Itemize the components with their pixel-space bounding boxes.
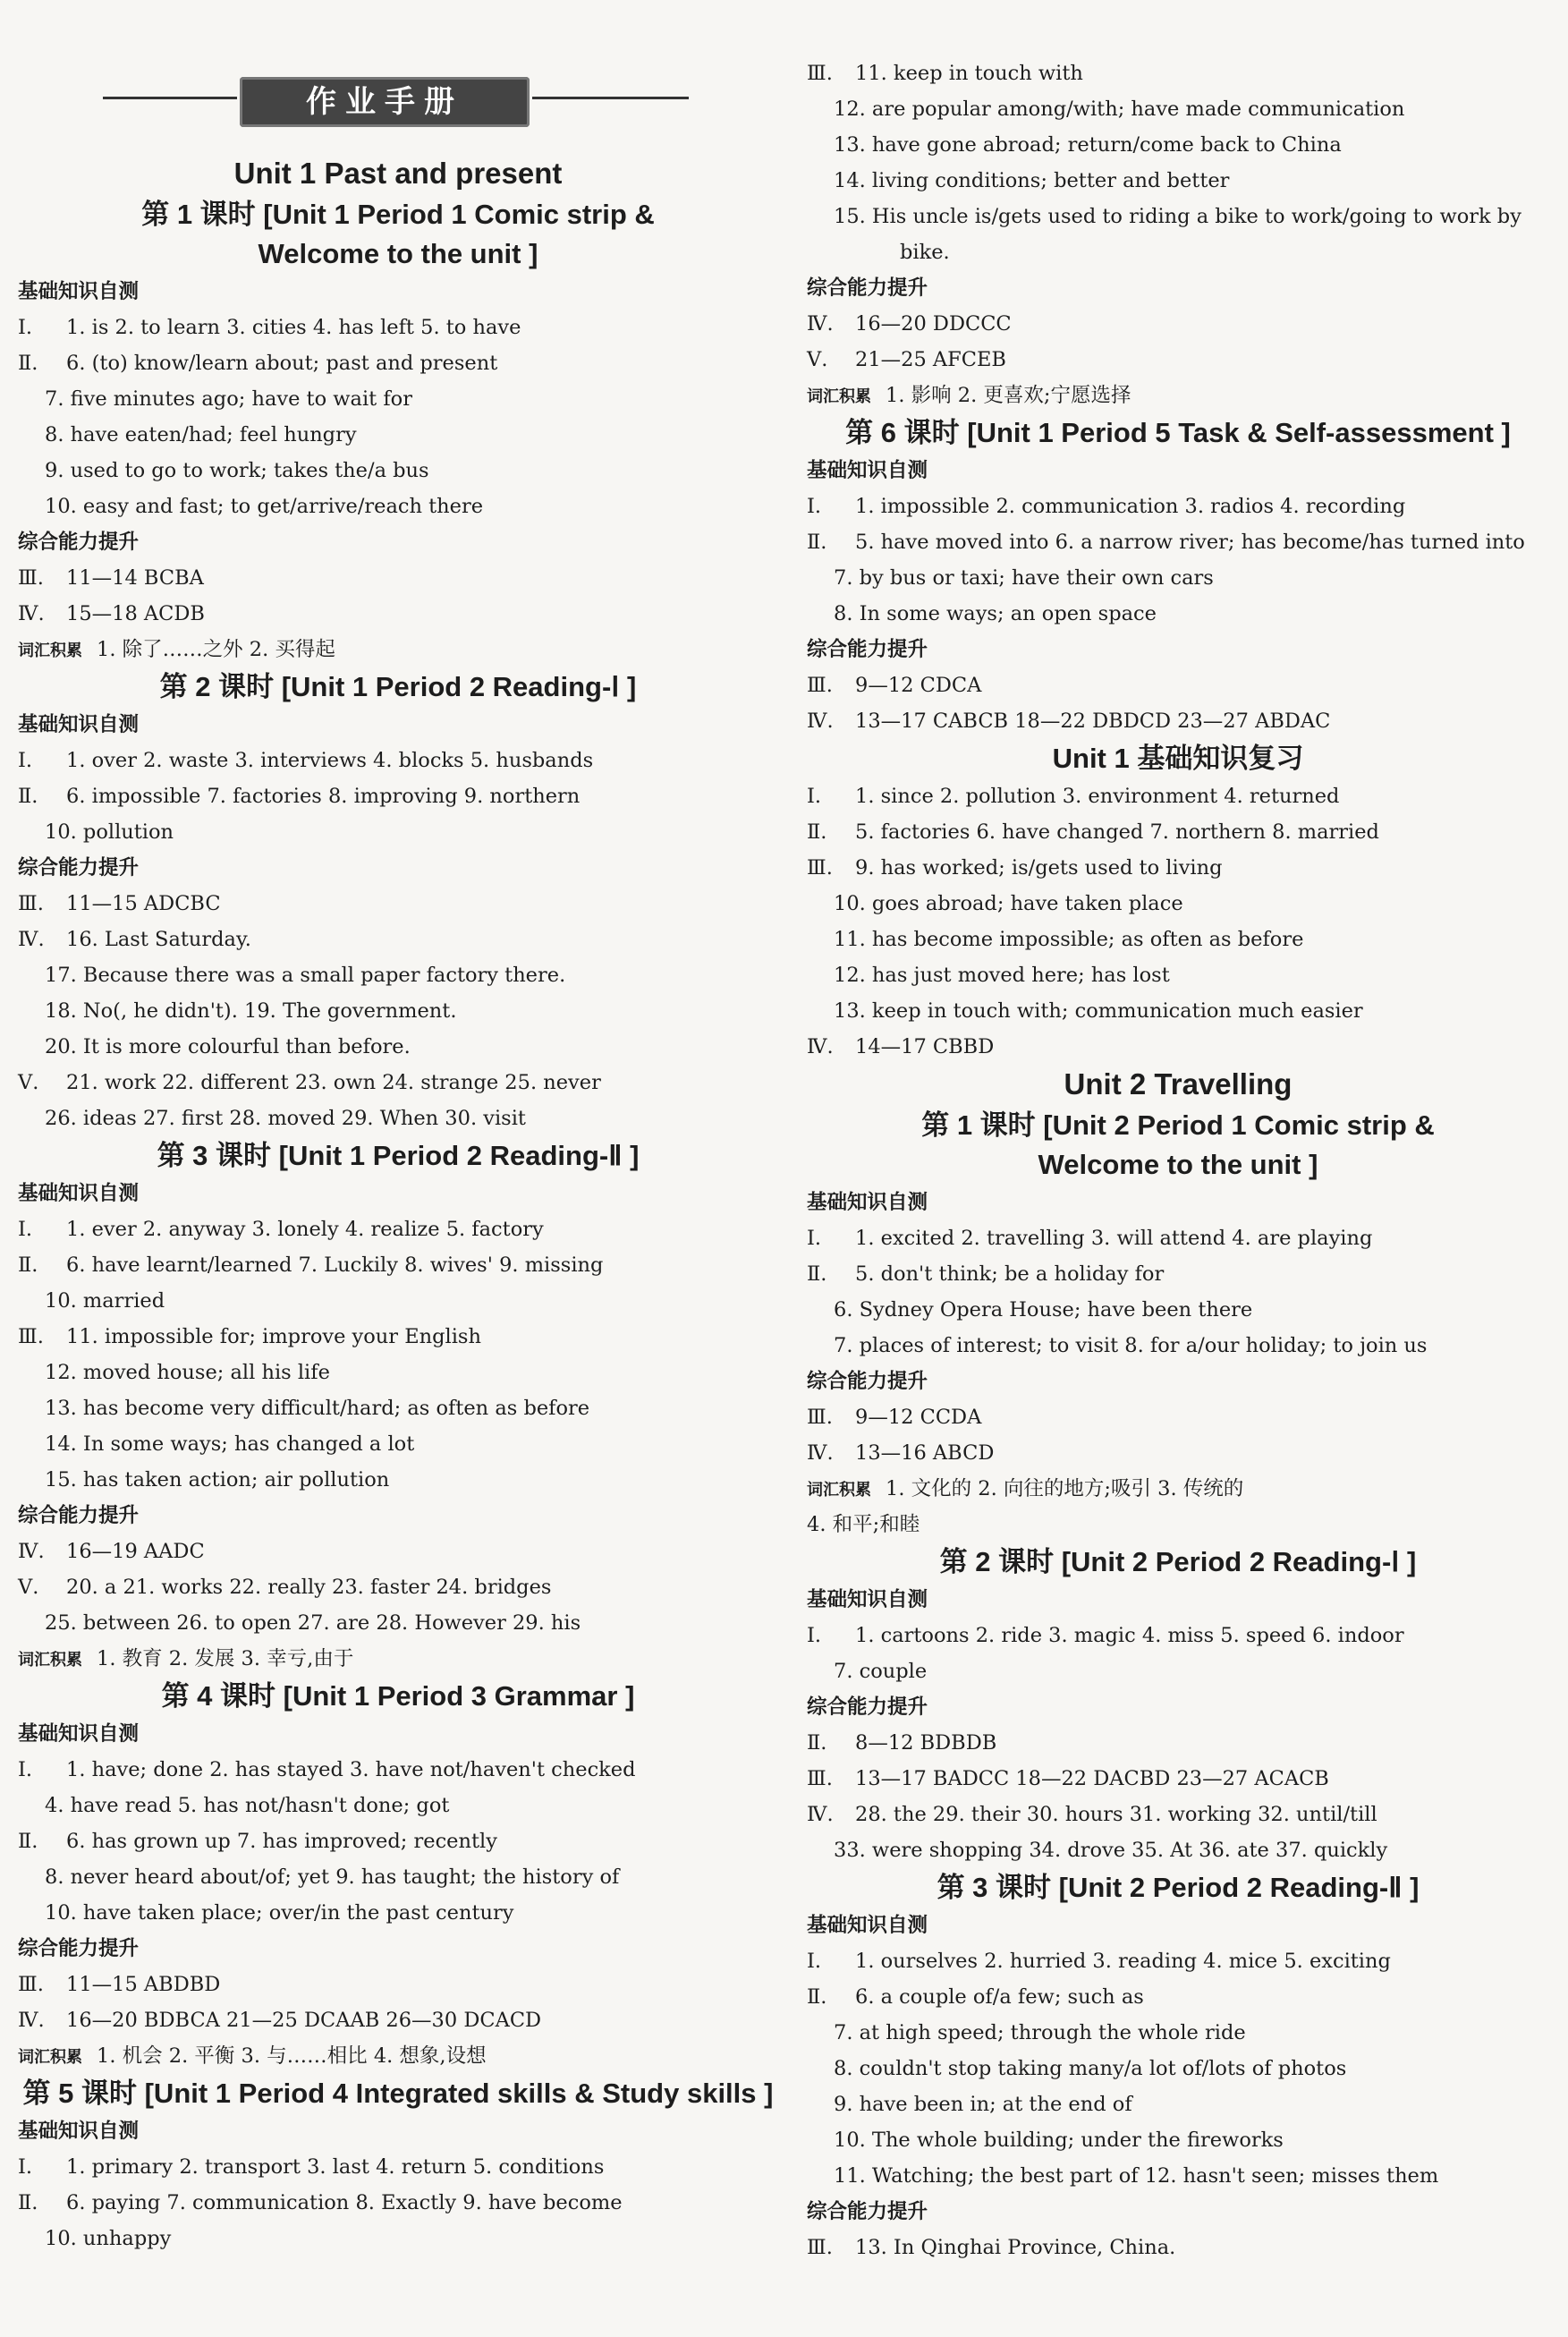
answer-text: 13. keep in touch with; communication much easier (834, 999, 1363, 1023)
answer-text: 6. a couple of/a few; such as (855, 1985, 1144, 2009)
roman-numeral: Ⅳ. (18, 2009, 45, 2032)
answer-line (807, 667, 981, 703)
answer-line (807, 1797, 1377, 1832)
answer-line (834, 2015, 1246, 2051)
answer-line (834, 127, 1342, 163)
answer-line (834, 1328, 1427, 1364)
vocabulary-tag: 词汇积累 (18, 2048, 82, 2067)
answer-text: 6. paying 7. communication 8. Exactly 9. have become (66, 2191, 623, 2214)
answer-line (807, 1979, 1144, 2015)
answer-line (18, 310, 521, 345)
answer-line (834, 993, 1363, 1029)
answer-text: 13. has become very difficult/hard; as often as before (45, 1397, 590, 1420)
answer-text: 20. a 21. works 22. really 23. faster 24. bridges (66, 1576, 552, 1599)
vocabulary-tag: 词汇积累 (18, 1651, 82, 1670)
answer-line (834, 163, 1229, 199)
roman-numeral: Ⅲ. (807, 1767, 833, 1790)
answer-line (807, 850, 1223, 886)
answer-line (807, 1399, 981, 1435)
answer-text: 15. has taken action; air pollution (45, 1468, 390, 1491)
section-heading: 综合能力提升 (18, 1504, 140, 1527)
answer-text: 14. living conditions; better and better (834, 169, 1230, 192)
answer-line (834, 2051, 1346, 2086)
answer-line (834, 199, 1521, 234)
answer-text: 8. never heard about/of; yet 9. has taught; the history of (45, 1865, 620, 1889)
answer-text: 18. No(, he didn't). 19. The government. (45, 999, 457, 1023)
answer-text: 4. have read 5. has not/hasn't done; got (45, 1794, 450, 1817)
lesson-heading: 第 5 课时 [Unit 1 Period 4 Integrated skills & Study skills ] (22, 2078, 774, 2109)
answer-line (45, 2221, 171, 2256)
answer-text: 10. easy and fast; to get/arrive/reach there (45, 495, 484, 518)
section-heading: 综合能力提升 (18, 856, 140, 880)
roman-numeral: Ⅰ. (807, 1624, 822, 1647)
answer-text: 1. 除了……之外 2. 买得起 (97, 638, 335, 661)
answer-line (18, 1534, 205, 1569)
answer-text: 7. five minutes ago; have to wait for (45, 387, 412, 411)
answer-text: 7. at high speed; through the whole ride (834, 2021, 1246, 2044)
answer-line (18, 1823, 497, 1859)
answer-line (45, 1355, 330, 1390)
answer-text: 7. couple (834, 1660, 928, 1683)
answer-line (807, 342, 1006, 378)
answer-text: 8. In some ways; an open space (834, 602, 1157, 625)
answer-line (807, 814, 1379, 850)
unit-heading: Unit 2 Travelling (1064, 1067, 1293, 1101)
roman-numeral: Ⅳ. (807, 710, 834, 733)
section-heading: 基础知识自测 (807, 459, 928, 482)
roman-numeral: Ⅱ. (807, 1985, 827, 2009)
answer-line (807, 524, 1525, 560)
lesson-heading: Unit 1 基础知识复习 (1052, 743, 1304, 774)
answer-line (807, 778, 1339, 814)
answer-text: 5. factories 6. have changed 7. northern 8. married (855, 820, 1379, 844)
answer-text: 6. have learnt/learned 7. Luckily 8. wives' 9. missing (66, 1253, 604, 1277)
answer-line (45, 489, 483, 524)
answer-text: 13. In Qinghai Province, China. (855, 2236, 1176, 2259)
roman-numeral: Ⅲ. (18, 566, 44, 590)
vocabulary-tag: 词汇积累 (807, 387, 871, 406)
answer-line (45, 1426, 414, 1462)
roman-numeral: Ⅱ. (807, 1731, 827, 1755)
answer-line (834, 2158, 1438, 2194)
answer-line (834, 1292, 1252, 1328)
answer-text: 12. has just moved here; has lost (834, 964, 1170, 987)
lesson-heading: 第 2 课时 [Unit 2 Period 2 Reading-Ⅰ ] (939, 1546, 1417, 1577)
answer-text: 28. the 29. their 30. hours 31. working 32. until/till (855, 1803, 1377, 1826)
roman-numeral: Ⅰ. (807, 785, 822, 808)
answer-line (807, 703, 1330, 739)
answer-line (45, 1462, 389, 1498)
answer-text: 21—25 AFCEB (855, 348, 1006, 371)
roman-numeral: Ⅱ. (807, 1262, 827, 1286)
answer-line (18, 922, 251, 957)
answer-text: 1. 机会 2. 平衡 3. 与……相比 4. 想象,设想 (97, 2044, 487, 2068)
answer-line (834, 2086, 1132, 2122)
lesson-heading: 第 1 课时 [Unit 1 Period 1 Comic strip & (141, 199, 655, 230)
answer-text: 16—20 DDCCC (855, 312, 1012, 336)
answer-line (45, 1101, 526, 1136)
answer-text: 9—12 CDCA (855, 674, 982, 697)
section-heading: 基础知识自测 (807, 1588, 928, 1611)
answer-text: 1. since 2. pollution 3. environment 4. returned (855, 785, 1340, 808)
section-heading: 综合能力提升 (807, 1370, 928, 1393)
answer-text: 16—20 BDBCA 21—25 DCAAB 26—30 DCACD (66, 2009, 542, 2032)
roman-numeral: Ⅴ. (18, 1071, 39, 1094)
answer-line (18, 2185, 623, 2221)
answer-line (18, 778, 580, 814)
answer-text: 1. ever 2. anyway 3. lonely 4. realize 5. factory (66, 1218, 544, 1241)
lesson-heading: Welcome to the unit ] (258, 238, 538, 269)
answer-line (807, 489, 1405, 524)
answer-text: 33. were shopping 34. drove 35. At 36. ate 37. quickly (834, 1839, 1388, 1862)
answer-line (45, 1859, 619, 1895)
answer-text: 17. Because there was a small paper factory there. (45, 964, 566, 987)
answer-line (807, 1471, 1243, 1507)
answer-line (45, 1029, 411, 1065)
answer-text: 1. 文化的 2. 向往的地方;吸引 3. 传统的 (886, 1477, 1244, 1500)
roman-numeral: Ⅰ. (18, 1218, 33, 1241)
answer-text: 11. keep in touch with (855, 62, 1083, 85)
answer-line (900, 234, 950, 270)
answer-text: 1. is 2. to learn 3. cities 4. has left 5. to have (66, 316, 521, 339)
answer-line (834, 596, 1157, 632)
answer-line (18, 560, 204, 596)
answer-line (807, 1435, 994, 1471)
roman-numeral: Ⅲ. (18, 1973, 44, 1996)
answer-text: 14—17 CBBD (855, 1035, 995, 1058)
answer-line (807, 55, 1083, 91)
answer-line (18, 2038, 487, 2074)
answer-line (18, 632, 335, 667)
answer-line (807, 1943, 1391, 1979)
section-heading: 综合能力提升 (18, 531, 140, 554)
lesson-heading: 第 6 课时 [Unit 1 Period 5 Task & Self-assessment ] (845, 417, 1511, 448)
answer-line (18, 1569, 551, 1605)
answer-line (45, 957, 565, 993)
lesson-heading: 第 4 课时 [Unit 1 Period 3 Grammar ] (161, 1680, 635, 1712)
answer-text: 21. work 22. different 23. own 24. strange 25. never (66, 1071, 601, 1094)
roman-numeral: Ⅱ. (807, 531, 827, 554)
answer-text: 11—15 ADCBC (66, 892, 221, 915)
answer-text: 1. 教育 2. 发展 3. 幸亏,由于 (97, 1647, 354, 1670)
answer-line (18, 1319, 481, 1355)
roman-numeral: Ⅳ. (18, 1540, 45, 1563)
answer-text: 5. have moved into 6. a narrow river; has become/has turned into (855, 531, 1525, 554)
answer-text: 15—18 ACDB (66, 602, 205, 625)
answer-line (807, 2230, 1175, 2265)
answer-text: 11. has become impossible; as often as before (834, 928, 1304, 951)
vocabulary-tag: 词汇积累 (807, 1481, 871, 1500)
section-heading: 综合能力提升 (18, 1937, 140, 1960)
answer-line (18, 743, 593, 778)
answer-line (834, 957, 1170, 993)
roman-numeral: Ⅲ. (807, 674, 833, 697)
answer-text: 13—16 ABCD (855, 1441, 995, 1465)
answer-line (18, 1752, 636, 1788)
answer-text: 1. cartoons 2. ride 3. magic 4. miss 5. speed 6. indoor (855, 1624, 1404, 1647)
roman-numeral: Ⅳ. (807, 1803, 834, 1826)
roman-numeral: Ⅰ. (807, 1227, 822, 1250)
answer-line (45, 1895, 513, 1931)
answer-text: 1. have; done 2. has stayed 3. have not/haven't checked (66, 1758, 636, 1781)
answer-text: 8—12 BDBDB (855, 1731, 997, 1755)
answer-line (45, 993, 456, 1029)
roman-numeral: Ⅲ. (807, 62, 833, 85)
roman-numeral: Ⅱ. (807, 820, 827, 844)
answer-text: 1. primary 2. transport 3. last 4. return 5. conditions (66, 2155, 605, 2179)
roman-numeral: Ⅴ. (18, 1576, 39, 1599)
answer-line (807, 1618, 1404, 1653)
page-title: 作业手册 (240, 77, 530, 127)
answer-line (807, 306, 1012, 342)
answer-text: 10. goes abroad; have taken place (834, 892, 1183, 915)
answer-text: 11. impossible for; improve your English (66, 1325, 481, 1348)
answer-text: 10. have taken place; over/in the past century (45, 1901, 514, 1925)
answer-text: 10. married (45, 1289, 165, 1313)
answer-text: 7. places of interest; to visit 8. for a/our holiday; to join us (834, 1334, 1428, 1357)
answer-line (18, 596, 205, 632)
answer-text: 5. don't think; be a holiday for (855, 1262, 1165, 1286)
answer-text: 26. ideas 27. first 28. moved 29. When 30. visit (45, 1107, 526, 1130)
section-heading: 基础知识自测 (18, 1182, 140, 1205)
answer-line (45, 1605, 581, 1641)
answer-text: 16—19 AADC (66, 1540, 205, 1563)
answer-text: 1. 影响 2. 更喜欢;宁愿选择 (886, 384, 1132, 407)
roman-numeral: Ⅲ. (807, 1406, 833, 1429)
section-heading: 基础知识自测 (18, 280, 140, 303)
roman-numeral: Ⅳ. (807, 1441, 834, 1465)
roman-numeral: Ⅰ. (807, 495, 822, 518)
answer-line (45, 417, 357, 453)
answer-text: 25. between 26. to open 27. are 28. However 29. his (45, 1611, 581, 1635)
answer-line (807, 1761, 1329, 1797)
title-rule-left (103, 97, 237, 99)
answer-line (834, 886, 1183, 922)
answer-line (18, 345, 497, 381)
answer-line (18, 1967, 220, 2002)
answer-text: 1. excited 2. travelling 3. will attend 4. are playing (855, 1227, 1373, 1250)
roman-numeral: Ⅰ. (807, 1950, 822, 1973)
lesson-heading: 第 3 课时 [Unit 2 Period 2 Reading-Ⅱ ] (937, 1872, 1420, 1903)
answer-text: 13—17 CABCB 18—22 DBDCD 23—27 ABDAC (855, 710, 1331, 733)
roman-numeral: Ⅳ. (807, 312, 834, 336)
answer-text: 14. In some ways; has changed a lot (45, 1432, 415, 1456)
roman-numeral: Ⅳ. (18, 928, 45, 951)
lesson-heading: 第 1 课时 [Unit 2 Period 1 Comic strip & (921, 1109, 1435, 1141)
roman-numeral: Ⅲ. (807, 2236, 833, 2259)
roman-numeral: Ⅰ. (18, 1758, 33, 1781)
answer-text: 13. have gone abroad; return/come back to China (834, 133, 1342, 157)
roman-numeral: Ⅱ. (18, 352, 38, 375)
answer-line (18, 2149, 604, 2185)
answer-line (807, 1256, 1164, 1292)
answer-text: 15. His uncle is/gets used to riding a bike to work/going to work by (834, 205, 1521, 228)
section-heading: 基础知识自测 (807, 1914, 928, 1937)
answer-line (45, 814, 174, 850)
answer-text: 7. by bus or taxi; have their own cars (834, 566, 1214, 590)
lesson-heading: 第 3 课时 [Unit 1 Period 2 Reading-Ⅱ ] (157, 1140, 640, 1171)
answer-line (834, 91, 1404, 127)
answer-text: 20. It is more colourful than before. (45, 1035, 411, 1058)
roman-numeral: Ⅱ. (18, 2191, 38, 2214)
roman-numeral: Ⅴ. (807, 348, 828, 371)
answer-text: 11—14 BCBA (66, 566, 204, 590)
answer-line (45, 381, 412, 417)
roman-numeral: Ⅲ. (18, 1325, 44, 1348)
answer-text: 6. Sydney Opera House; have been there (834, 1298, 1253, 1321)
answer-text: 6. (to) know/learn about; past and present (66, 352, 498, 375)
answer-text: 11. Watching; the best part of 12. hasn't seen; misses them (834, 2164, 1439, 2188)
section-heading: 基础知识自测 (18, 1722, 140, 1746)
answer-line (807, 1220, 1372, 1256)
answer-line (807, 1507, 920, 1542)
answer-text: 6. has grown up 7. has improved; recently (66, 1830, 497, 1853)
answer-text: 4. 和平;和睦 (807, 1513, 920, 1536)
roman-numeral: Ⅳ. (807, 1035, 834, 1058)
roman-numeral: Ⅱ. (18, 785, 38, 808)
answer-text: 10. unhappy (45, 2227, 172, 2250)
answer-text: 9. has worked; is/gets used to living (855, 856, 1223, 880)
answer-line (807, 378, 1131, 413)
answer-text: 12. are popular among/with; have made communication (834, 98, 1405, 121)
section-heading: 综合能力提升 (807, 2200, 928, 2223)
answer-line (807, 1725, 996, 1761)
answer-text: 1. impossible 2. communication 3. radios 4. recording (855, 495, 1406, 518)
vocabulary-tag: 词汇积累 (18, 642, 82, 660)
roman-numeral: Ⅳ. (18, 602, 45, 625)
answer-text: 11—15 ABDBD (66, 1973, 221, 1996)
unit-heading: Unit 1 Past and present (233, 157, 563, 190)
answer-line (18, 886, 221, 922)
answer-line (45, 1788, 449, 1823)
answer-text: 10. pollution (45, 820, 174, 844)
answer-text: bike. (900, 241, 950, 264)
answer-text: 8. have eaten/had; feel hungry (45, 423, 357, 446)
roman-numeral: Ⅰ. (18, 316, 33, 339)
lesson-heading: 第 2 课时 [Unit 1 Period 2 Reading-Ⅰ ] (159, 671, 637, 702)
answer-line (45, 1390, 589, 1426)
answer-text: 9. have been in; at the end of (834, 2093, 1132, 2116)
lesson-heading: Welcome to the unit ] (1038, 1149, 1318, 1180)
answer-text: 9—12 CCDA (855, 1406, 982, 1429)
answer-line (834, 2122, 1284, 2158)
answer-text: 13—17 BADCC 18—22 DACBD 23—27 ACACB (855, 1767, 1329, 1790)
roman-numeral: Ⅰ. (18, 2155, 33, 2179)
section-heading: 基础知识自测 (807, 1191, 928, 1214)
answer-text: 6. impossible 7. factories 8. improving 9. northern (66, 785, 581, 808)
answer-line (834, 560, 1214, 596)
title-rule-right (532, 97, 689, 99)
section-heading: 综合能力提升 (807, 1695, 928, 1719)
answer-text: 10. The whole building; under the fireworks (834, 2129, 1284, 2152)
answer-line (45, 453, 429, 489)
answer-line (18, 1641, 353, 1677)
answer-text: 1. over 2. waste 3. interviews 4. blocks 5. husbands (66, 749, 594, 772)
section-heading: 基础知识自测 (18, 713, 140, 736)
answer-text: 16. Last Saturday. (66, 928, 251, 951)
answer-text: 8. couldn't stop taking many/a lot of/lots of photos (834, 2057, 1347, 2080)
roman-numeral: Ⅲ. (807, 856, 833, 880)
roman-numeral: Ⅱ. (18, 1830, 38, 1853)
answer-line (834, 1832, 1387, 1868)
answer-text: 1. ourselves 2. hurried 3. reading 4. mice 5. exciting (855, 1950, 1391, 1973)
answer-line (18, 2002, 541, 2038)
answer-line (807, 1029, 994, 1065)
roman-numeral: Ⅰ. (18, 749, 33, 772)
section-heading: 综合能力提升 (807, 276, 928, 300)
answer-line (45, 1283, 165, 1319)
answer-line (18, 1247, 603, 1283)
answer-line (834, 922, 1303, 957)
answer-line (18, 1065, 601, 1101)
section-heading: 基础知识自测 (18, 2120, 140, 2143)
answer-line (834, 1653, 927, 1689)
answer-text: 12. moved house; all his life (45, 1361, 330, 1384)
answer-line (18, 1211, 544, 1247)
roman-numeral: Ⅱ. (18, 1253, 38, 1277)
section-heading: 综合能力提升 (807, 638, 928, 661)
answer-text: 9. used to go to work; takes the/a bus (45, 459, 429, 482)
roman-numeral: Ⅲ. (18, 892, 44, 915)
